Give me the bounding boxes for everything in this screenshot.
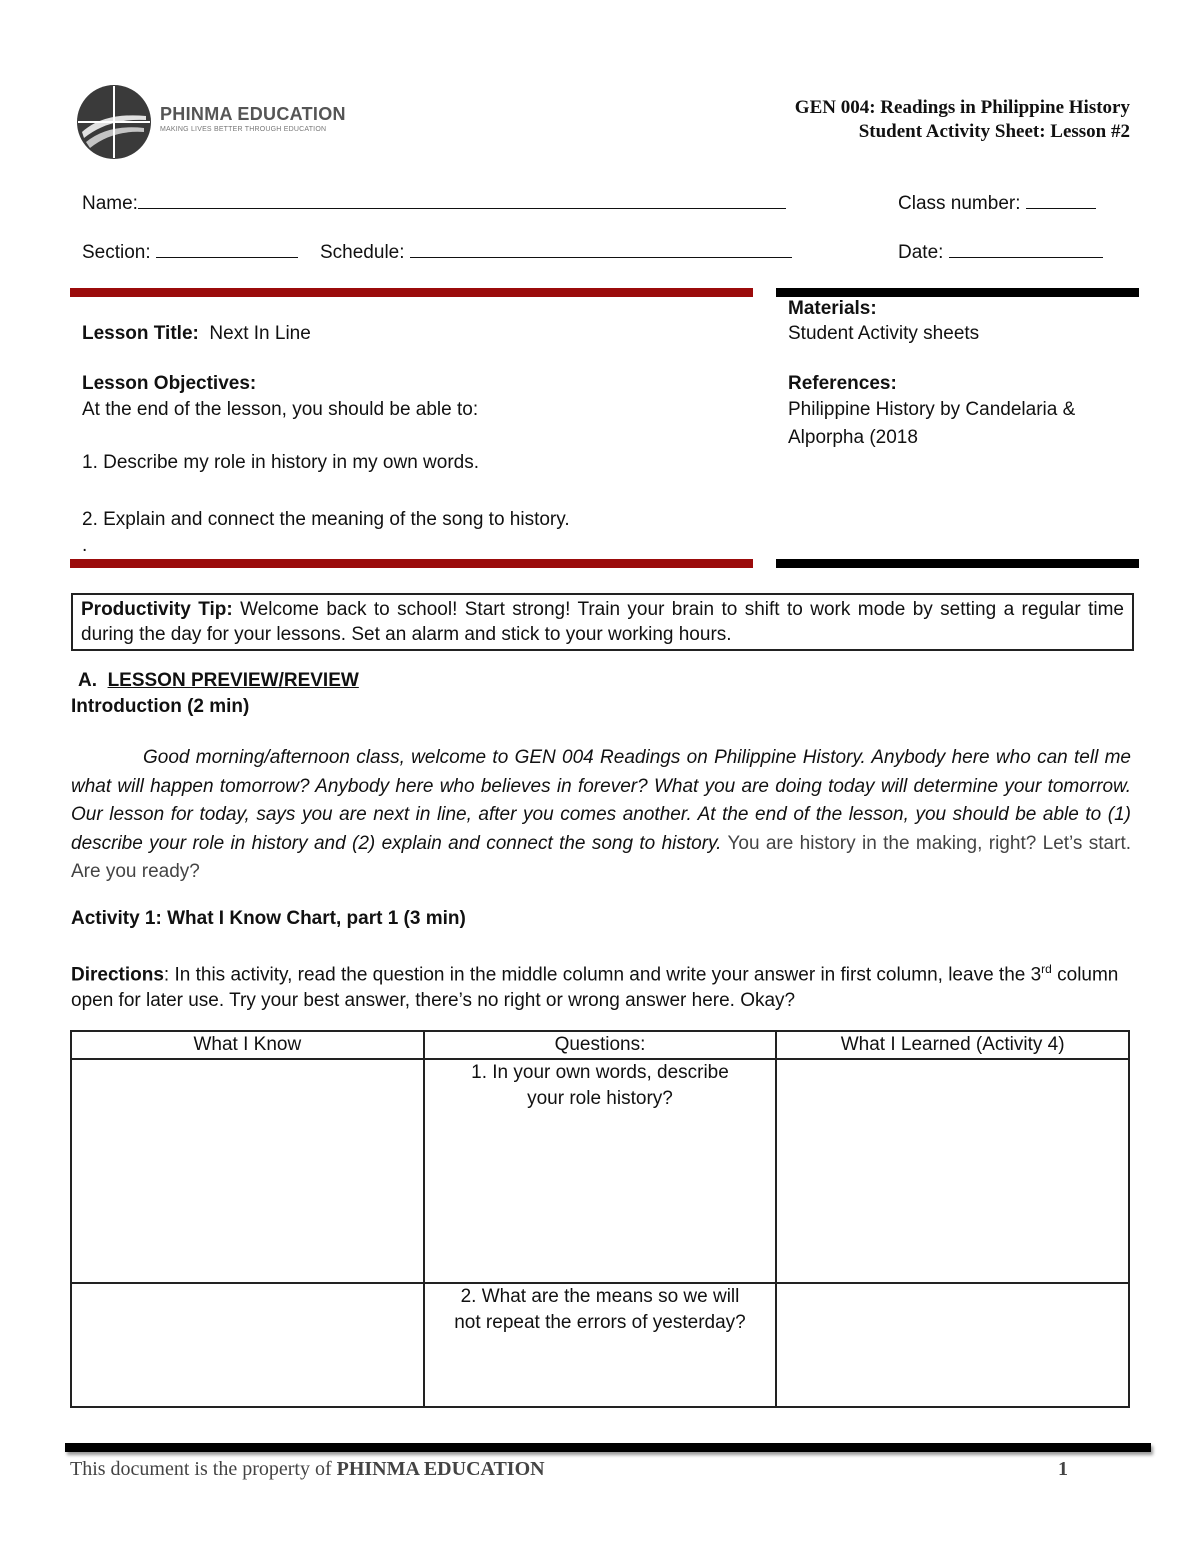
question-cell-2 — [424, 1283, 777, 1407]
directions-text-b: column open for later use. Try your best answer, there’s no right or wrong answer here. Okay? — [71, 964, 1119, 1012]
name-blank[interactable] — [138, 190, 786, 209]
section-field — [82, 239, 298, 264]
activity-1-heading: Activity 1: What I Know Chart, part 1 (3 min) — [71, 908, 466, 929]
header-what-i-know: What I Know — [71, 1031, 424, 1059]
date-label: Date: — [898, 242, 944, 263]
class-number-label: Class number: — [898, 193, 1021, 214]
objective-2: 2. Explain and connect the meaning of the song to history. — [82, 509, 570, 530]
footer-owner: PHINMA EDUCATION — [336, 1458, 545, 1480]
date-field — [898, 239, 1103, 264]
question-2-line-1: 2. What are the means so we will — [460, 1286, 740, 1307]
chart-row-1 — [71, 1059, 1129, 1283]
footer-prefix: This document is the property of — [70, 1458, 337, 1480]
references-line-2: Alporpha (2018 — [788, 427, 918, 448]
top-red-bar — [70, 288, 753, 297]
header-questions: Questions: — [424, 1031, 777, 1059]
section-a-title: LESSON PREVIEW/REVIEW — [107, 670, 359, 691]
references-heading: References: — [788, 373, 897, 394]
lesson-title-value: Next In Line — [209, 323, 311, 344]
course-title: GEN 004: Readings in Philippine History — [794, 97, 1130, 118]
bottom-black-bar — [776, 559, 1139, 568]
phinma-logo-icon — [74, 82, 154, 162]
objectives-heading: Lesson Objectives: — [82, 373, 257, 394]
class-number-field — [898, 190, 1096, 215]
objectives-intro: At the end of the lesson, you should be able to: — [82, 399, 479, 420]
lesson-title — [82, 321, 311, 347]
question-cell-1 — [424, 1059, 777, 1283]
section-a-letter: A. — [78, 670, 97, 691]
activity-1-directions — [71, 956, 1131, 1014]
schedule-field — [320, 239, 792, 264]
header-what-i-learned: What I Learned (Activity 4) — [776, 1031, 1129, 1059]
schedule-label: Schedule: — [320, 242, 405, 263]
directions-superscript: rd — [1041, 962, 1052, 976]
question-2-line-2: not repeat the errors of yesterday? — [454, 1312, 746, 1333]
logo-tagline: MAKING LIVES BETTER THROUGH EDUCATION — [160, 126, 327, 133]
introduction-tail: You are history in the making, right? Let’s start. Are you ready? — [71, 832, 1132, 882]
section-label: Section: — [82, 242, 151, 263]
answer-cell-learned-2[interactable] — [776, 1283, 1129, 1407]
section-blank[interactable] — [156, 239, 298, 258]
introduction-paragraph — [71, 744, 1131, 887]
footer-bar — [65, 1443, 1151, 1452]
answer-cell-know-1[interactable] — [71, 1059, 424, 1283]
question-1-line-1: 1. In your own words, describe — [471, 1062, 729, 1083]
question-1-line-2: your role history? — [527, 1088, 673, 1109]
name-field — [82, 190, 786, 215]
objective-1: 1. Describe my role in history in my own words. — [82, 452, 480, 473]
chart-header-row — [71, 1031, 1129, 1059]
tip-label: Productivity Tip: — [81, 599, 233, 620]
materials-value: Student Activity sheets — [788, 323, 980, 344]
directions-label: Directions — [71, 964, 164, 986]
trailing-dot: . — [82, 535, 88, 556]
page-number: 1 — [1058, 1458, 1068, 1480]
name-label: Name: — [82, 193, 138, 214]
answer-cell-learned-1[interactable] — [776, 1059, 1129, 1283]
schedule-blank[interactable] — [410, 239, 792, 258]
what-i-know-chart — [70, 1030, 1130, 1408]
directions-text-a: : In this activity, read the question in the middle column and write your answer in first column, leave the 3 — [163, 964, 1042, 986]
bottom-red-bar — [70, 559, 753, 568]
references-line-1: Philippine History by Candelaria & — [788, 399, 1076, 420]
answer-cell-know-2[interactable] — [71, 1283, 424, 1407]
introduction-text: Good morning/afternoon class, welcome to GEN 004 Readings on Philippine History. Anybody here who can tell me what will happen tomorrow? Anybody here who believes in forever? What you are doing today will determine your tomorrow. Our lesson for today, says you are next in line, after you comes another. At the end of the lesson, you should be able to (1) describe your role in history and (2) explain and connect the song to history. — [71, 747, 1131, 854]
sheet-title: Student Activity Sheet: Lesson #2 — [858, 121, 1130, 142]
section-a-heading — [78, 668, 359, 694]
date-blank[interactable] — [949, 239, 1103, 258]
class-number-blank[interactable] — [1026, 190, 1096, 209]
chart-row-2 — [71, 1283, 1129, 1407]
introduction-heading: Introduction (2 min) — [71, 696, 250, 717]
productivity-tip-box — [71, 593, 1134, 651]
logo-wordmark: PHINMA EDUCATION — [160, 104, 346, 124]
footer-text — [70, 1458, 545, 1481]
lesson-title-label: Lesson Title: — [82, 323, 199, 344]
tip-text: Welcome back to school! Start strong! Train your brain to shift to work mode by setting a regular time during the day for your lessons. Set an alarm and stick to your working hours. — [81, 599, 1124, 645]
materials-heading: Materials: — [788, 298, 877, 319]
